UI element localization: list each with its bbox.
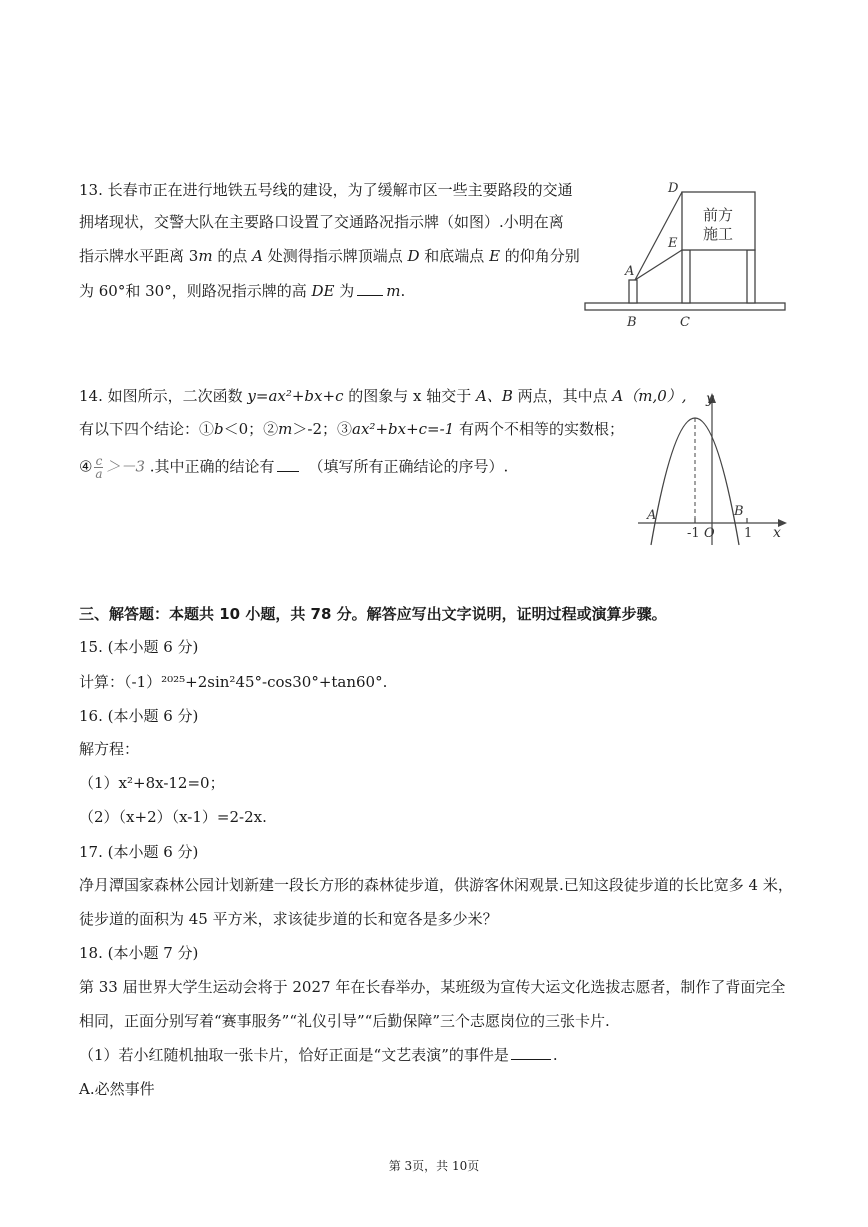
q16-part-1: （1）x²+8x-12=0； [79, 774, 225, 792]
section-3-heading: 三、解答题：本题共 10 小题，共 78 分。解答应写出文字说明，证明过程或演算步骤。 [79, 605, 667, 623]
label-C: C [680, 315, 690, 330]
ground-bar [585, 303, 785, 310]
label-y: y [706, 391, 714, 407]
q13-text: 的点 [212, 247, 253, 265]
q15-body: 计算：（-1）²⁰²⁵+2sin²45°-cos30°+tan60°. [79, 673, 388, 691]
q14-inequality: ＞－3 [105, 457, 145, 476]
q13-line-4 [79, 280, 405, 302]
q13-text: 指示牌水平距离 3 [79, 247, 199, 265]
q14-text: 的图象与 x 轴交于 [343, 387, 477, 405]
q13-text: 处测得指示牌顶端点 [262, 247, 408, 265]
fraction-c-over-a [94, 455, 103, 480]
label-A: A [625, 264, 635, 279]
q18-option-a: A.必然事件 [79, 1080, 155, 1098]
q13-var-m: m [198, 247, 213, 265]
q14-formula: y=ax²+bx+c [247, 387, 344, 405]
q13-sign-figure [580, 172, 795, 332]
q14-text: ＞-2；③ [292, 420, 353, 438]
q14-parabola-graph [632, 385, 792, 550]
q14-text: 有以下四个结论：① [79, 420, 215, 438]
q13-text: 为 60°和 30°，则路况指示牌的高 [79, 282, 312, 300]
sight-line-AE [635, 250, 682, 280]
q14-text: ＜0；② [223, 420, 279, 438]
label-neg1: -1 [687, 526, 700, 541]
q13-var-D: D [407, 247, 420, 265]
q14-circle-4: ④ [79, 457, 93, 476]
sign-right-pole [747, 250, 755, 303]
label-1: 1 [744, 526, 753, 541]
q14-point-A: A（m,0）, [612, 387, 687, 405]
q14-text: .其中正确的结论有 [145, 457, 275, 476]
q18-line-1: 第 33 届世界大学生运动会将于 2027 年在长春举办，某班级为宣传大运文化选拔志愿者，制作了背面完全 [79, 978, 786, 996]
q14-var-b: b [214, 420, 224, 438]
q13-unit-m: m [386, 282, 401, 300]
q14-text: 两点，其中点 [512, 387, 613, 405]
observer-post [629, 280, 637, 303]
q18-part-1 [79, 1044, 558, 1066]
q17-title: 17. (本小题 6 分) [79, 843, 199, 861]
q17-line-1: 净月潭国家森林公园计划新建一段长方形的森林徒步道，供游客休闲观景.已知这段徒步道的长比宽多 4 米， [79, 876, 793, 894]
q14-line-1 [79, 385, 687, 407]
q13-line-1: 13. 长春市正在进行地铁五号线的建设，为了缓解市区一些主要路段的交通 [79, 181, 573, 199]
q16-part-2: （2）（x+2）（x-1）=2-2x. [79, 808, 267, 826]
sign-text-2: 施工 [702, 225, 734, 243]
q14-equation: ax²+bx+c=-1 [352, 420, 455, 438]
q13-text: 为 [334, 282, 355, 300]
q16-intro: 解方程： [79, 740, 140, 758]
fraction-numerator: c [95, 454, 103, 468]
q18-text: （1）若小红随机抽取一张卡片，恰好正面是“文艺表演”的事件是 [79, 1046, 509, 1064]
answer-blank[interactable] [277, 457, 299, 472]
q16-title: 16. (本小题 6 分) [79, 707, 199, 725]
q14-line-2 [79, 418, 624, 440]
q18-line-2: 相同，正面分别写着“赛事服务”“礼仪引导”“后勤保障”三个志愿岗位的三张卡片. [79, 1012, 610, 1030]
label-E: E [668, 236, 678, 251]
q13-var-DE: DE [311, 282, 335, 300]
q14-text: 有两个不相等的实数根； [454, 420, 625, 438]
q13-text: 的仰角分别 [500, 247, 580, 265]
q13-var-E: E [489, 247, 501, 265]
label-B: B [734, 504, 744, 519]
label-origin: O [704, 526, 715, 541]
answer-blank[interactable] [357, 281, 383, 296]
q14-var-m: m [278, 420, 293, 438]
q14-text: （填写所有正确结论的序号）. [308, 457, 509, 476]
q13-var-A: A [252, 247, 263, 265]
q13-line-3 [79, 245, 580, 267]
q14-line-3 [79, 455, 508, 480]
label-A: A [647, 508, 657, 523]
answer-blank[interactable] [511, 1045, 551, 1060]
sign-left-pole [682, 250, 690, 303]
label-B: B [627, 315, 637, 330]
q18-title: 18. (本小题 7 分) [79, 944, 199, 962]
q13-line-2: 拥堵现状，交警大队在主要路口设置了交通路况指示牌（如图）.小明在离 [79, 213, 564, 231]
q14-points-AB: A、B [476, 387, 513, 405]
q13-text: 和底端点 [419, 247, 490, 265]
label-D: D [668, 181, 679, 196]
q13-text: . [400, 282, 406, 300]
label-x: x [773, 525, 781, 541]
fraction-denominator: a [95, 467, 103, 481]
page-footer: 第 3页，共 10页 [388, 1159, 480, 1173]
sign-text-1: 前方 [702, 206, 734, 224]
q17-line-2: 徒步道的面积为 45 平方米，求该徒步道的长和宽各是多少米？ [79, 910, 498, 928]
q18-text: . [552, 1046, 558, 1064]
q14-text: 14. 如图所示，二次函数 [79, 387, 248, 405]
q15-title: 15. (本小题 6 分) [79, 638, 199, 656]
